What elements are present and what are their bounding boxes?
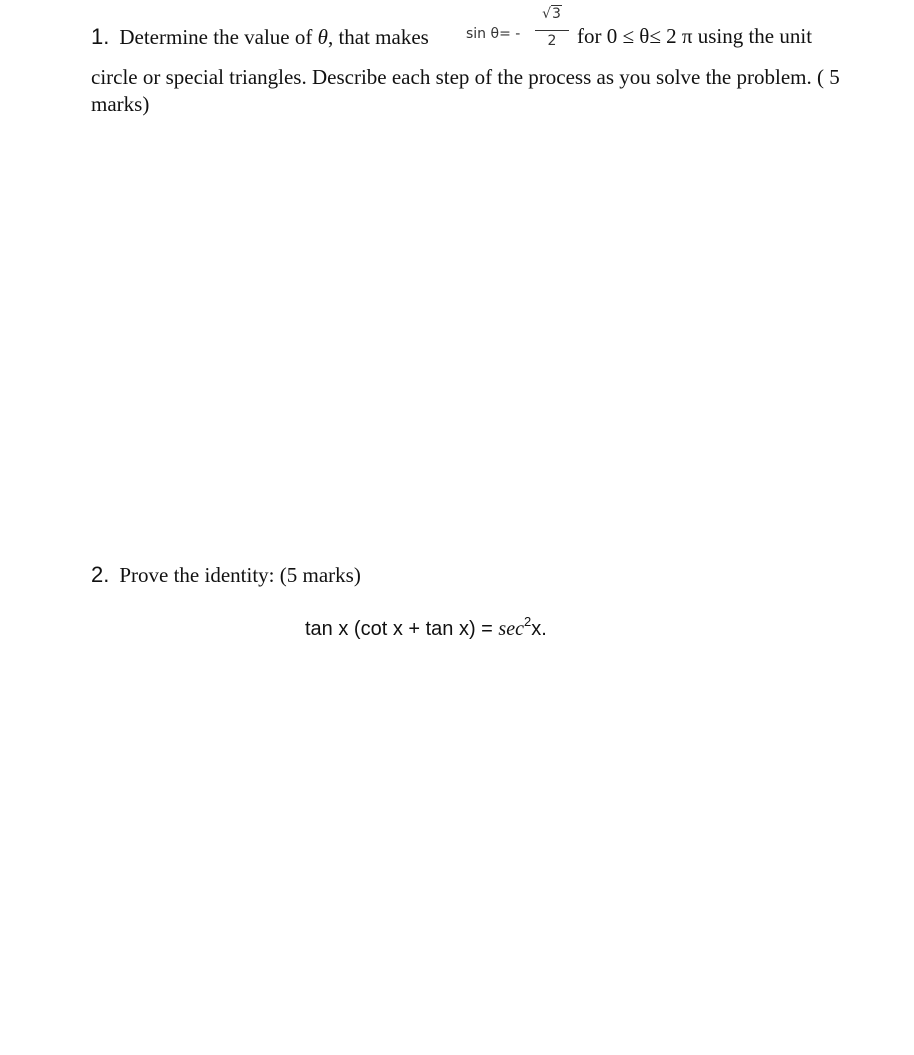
sqrt3-over-2-fraction <box>535 4 569 49</box>
question-1-first-line <box>91 0 851 62</box>
sin-theta-label: sin θ= - <box>466 26 521 42</box>
question-2-line <box>91 562 851 588</box>
identity-equation <box>305 614 547 641</box>
question-1-text-before: Determine the value of <box>119 25 318 49</box>
question-2-number: 2. <box>91 562 110 587</box>
question-1-body: circle or special triangles. Describe each step of the process as you solve the problem. ( 5 marks) <box>91 65 840 116</box>
fraction-denominator: 2 <box>547 33 557 49</box>
radicand: 3 <box>552 6 561 22</box>
fraction-bar <box>535 30 569 31</box>
fraction-numerator: √3 <box>542 6 561 22</box>
identity-left-side: tan x (cot x + tan x) = <box>305 618 499 640</box>
question-1-lead <box>91 24 429 50</box>
identity-sec: sec <box>498 618 524 640</box>
question-1 <box>91 0 851 118</box>
question-1-text-after-theta: , that makes <box>327 25 429 49</box>
question-1-range-text: for 0 ≤ θ≤ 2 π using the unit <box>577 24 813 48</box>
question-2-text: Prove the identity: (5 marks) <box>119 563 361 587</box>
question-1-number: 1. <box>91 24 110 49</box>
theta-symbol: θ <box>317 25 328 49</box>
identity-end: x. <box>531 618 547 640</box>
identity-exponent: 2 <box>523 614 532 629</box>
question-2 <box>91 562 851 588</box>
